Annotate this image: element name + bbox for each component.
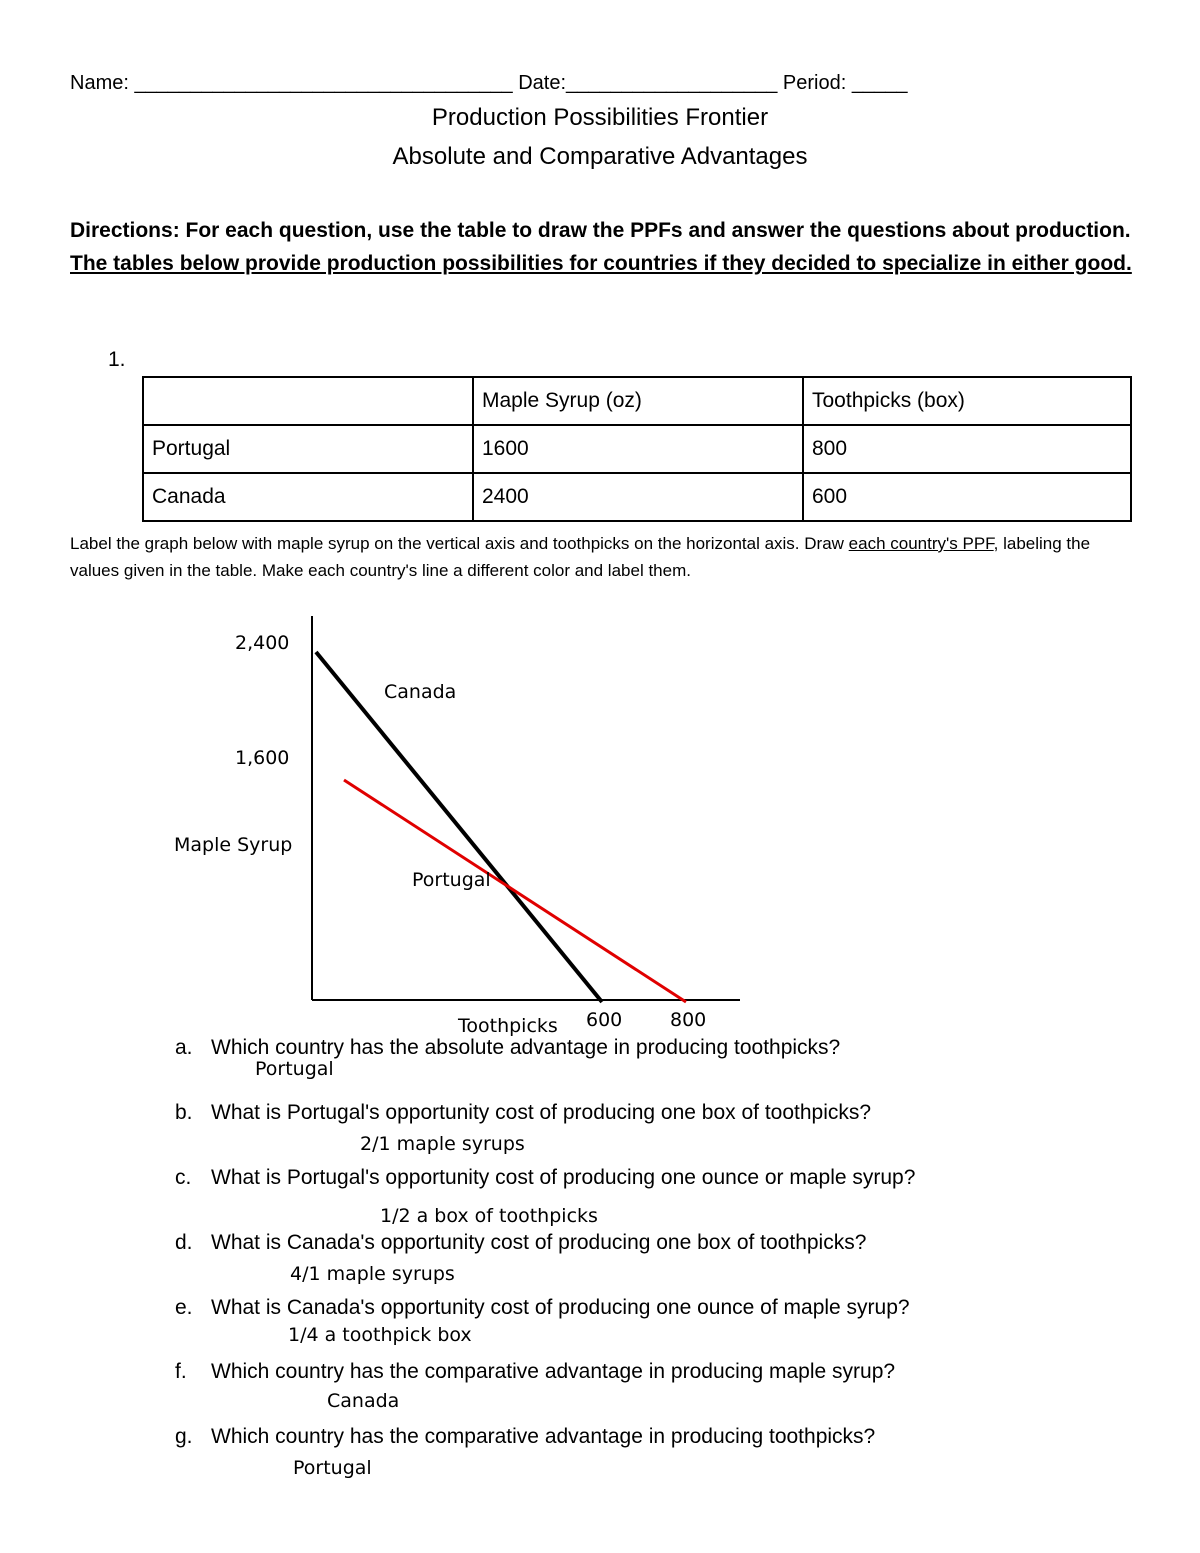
directions-underlined: The tables below provide production possibilities for countries if they decided to specialize in either good. xyxy=(70,252,1132,275)
answer-c: 1/2 a box of toothpicks xyxy=(380,1205,598,1227)
table-header-cell: Maple Syrup (oz) xyxy=(473,377,803,425)
question-c: c. What is Portugal's opportunity cost of producing one ounce or maple syrup? xyxy=(175,1166,916,1189)
instructions-part1: Label the graph below with maple syrup on the vertical axis and toothpicks on the horizontal axis. Draw xyxy=(70,534,844,553)
answer-f: Canada xyxy=(327,1390,400,1412)
table-cell: 1600 xyxy=(473,425,803,473)
canada-series-label: Canada xyxy=(384,681,457,703)
answer-e: 1/4 a toothpick box xyxy=(288,1324,472,1346)
graph-instructions xyxy=(70,530,1140,584)
answer-a: Portugal xyxy=(255,1058,334,1080)
question-e: e. What is Canada's opportunity cost of producing one ounce of maple syrup? xyxy=(175,1296,910,1319)
table-row xyxy=(143,425,1131,473)
table-cell: Portugal xyxy=(143,425,473,473)
directions xyxy=(70,214,1140,280)
question-d: d. What is Canada's opportunity cost of producing one box of toothpicks? xyxy=(175,1231,867,1254)
page-title: Production Possibilities Frontier xyxy=(431,104,769,131)
question-a: a. Which country has the absolute advantage in producing toothpicks? xyxy=(175,1036,841,1059)
y-tick-label-2400: 2,400 xyxy=(235,632,290,654)
answer-g: Portugal xyxy=(293,1457,372,1479)
question-f: f. Which country has the comparative advantage in producing maple syrup? xyxy=(175,1360,896,1383)
answer-d: 4/1 maple syrups xyxy=(290,1263,455,1285)
directions-bold: Directions: For each question, use the table to draw the PPFs and answer the questions about production. xyxy=(70,219,1131,242)
question-b: b. What is Portugal's opportunity cost of producing one box of toothpicks? xyxy=(175,1101,872,1124)
question-g: g. Which country has the comparative advantage in producing toothpicks? xyxy=(175,1425,876,1448)
y-tick-label-1600: 1,600 xyxy=(235,747,290,769)
x-axis-label: Toothpicks xyxy=(458,1015,558,1037)
table-header-row xyxy=(143,377,1131,425)
canada-ppf-line xyxy=(316,652,602,1002)
header-name-date-period: Name: __________________________________ Date:___________________ Period: _____ xyxy=(70,72,908,94)
table-cell: 600 xyxy=(803,473,1131,521)
instructions-underlined: each country's PPF xyxy=(848,534,994,553)
answer-b: 2/1 maple syrups xyxy=(360,1133,525,1155)
ppf-graph xyxy=(0,600,1200,1040)
page-subtitle: Absolute and Comparative Advantages xyxy=(392,143,808,170)
table-cell: 800 xyxy=(803,425,1131,473)
table-cell: 2400 xyxy=(473,473,803,521)
production-table xyxy=(142,376,1132,522)
table-header-cell xyxy=(143,377,473,425)
x-tick-label-600: 600 xyxy=(586,1009,623,1031)
x-tick-label-800: 800 xyxy=(670,1009,707,1031)
instructions-part2: , labeling the values given in the table. Make each country's line a different color and label them. xyxy=(70,534,1091,580)
table-row xyxy=(143,473,1131,521)
table-header-cell: Toothpicks (box) xyxy=(803,377,1131,425)
portugal-series-label: Portugal xyxy=(412,869,491,891)
table-cell: Canada xyxy=(143,473,473,521)
question-number: 1. xyxy=(108,348,126,371)
portugal-ppf-line xyxy=(344,780,686,1002)
y-axis-label: Maple Syrup xyxy=(174,834,293,856)
